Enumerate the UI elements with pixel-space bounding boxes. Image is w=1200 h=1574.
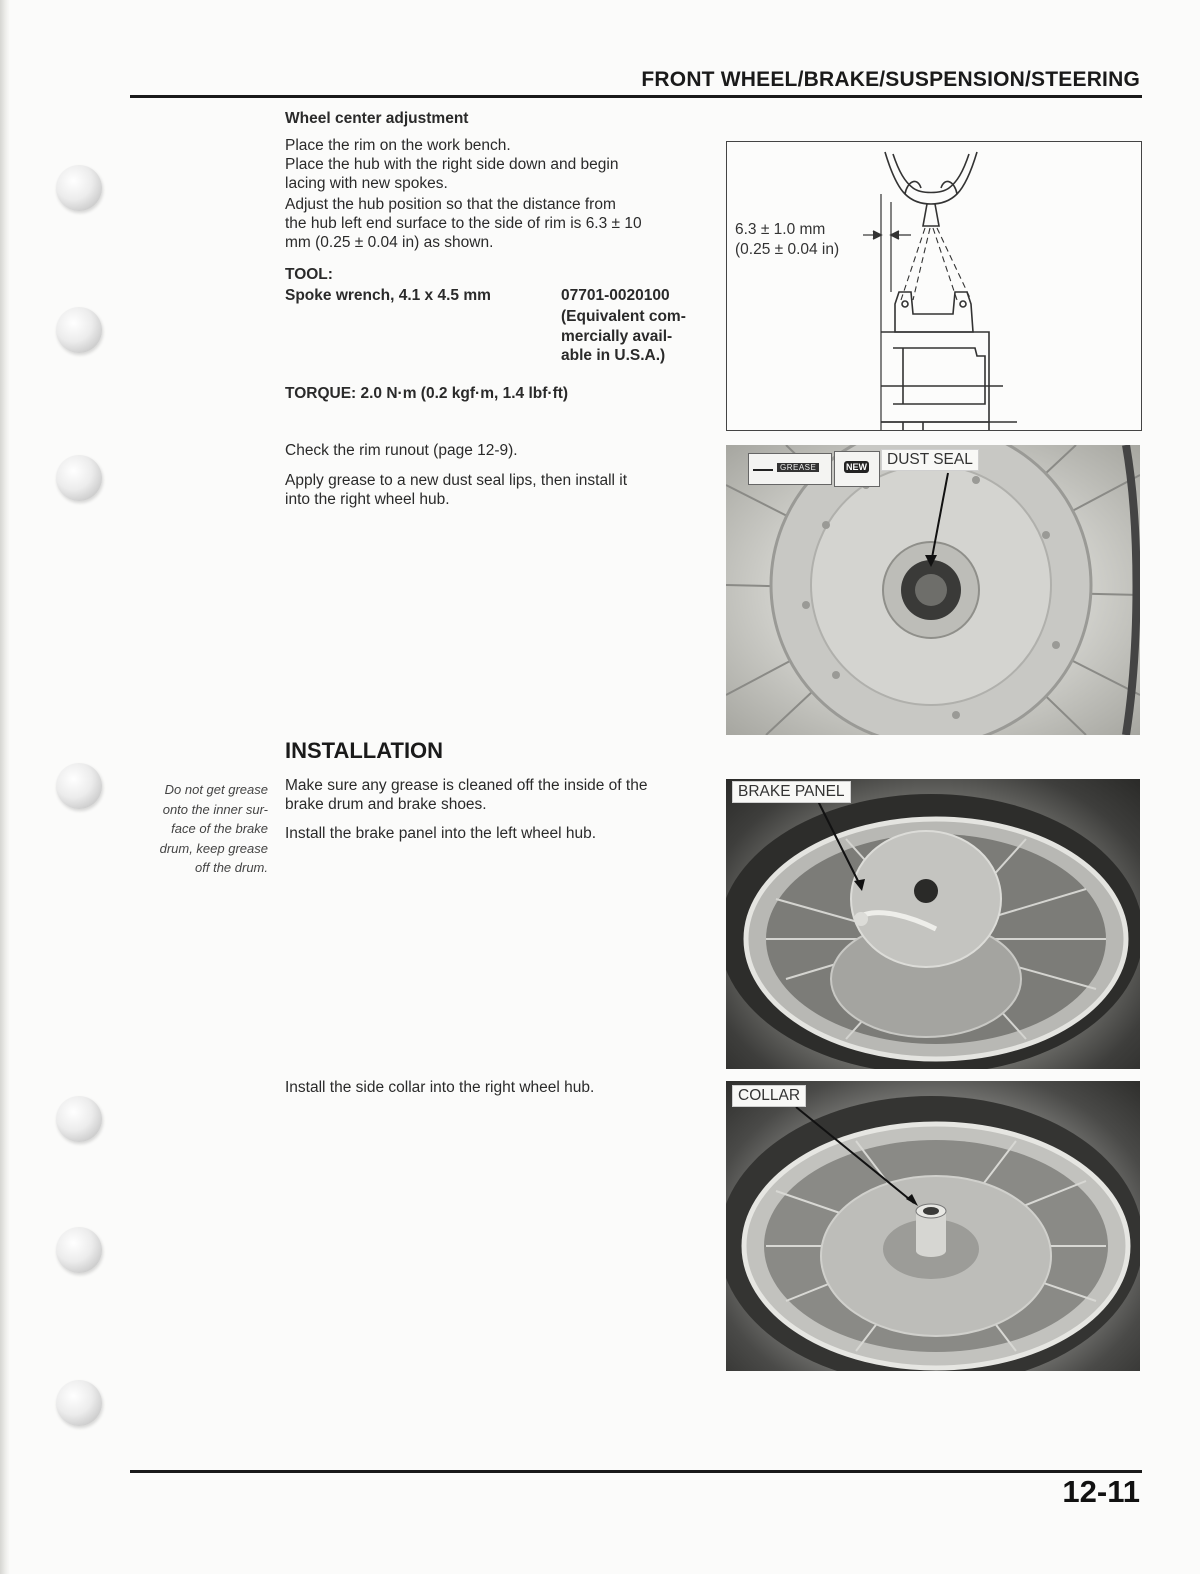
wheel-center-line: Adjust the hub position so that the distance from [285,196,616,213]
page-number: 12-11 [1062,1474,1140,1509]
installation-heading: INSTALLATION [285,738,444,763]
grease-icon-label: GREASE [777,463,819,472]
binder-hole [56,1380,102,1426]
installation-step: Install the brake panel into the left wheel hub. [285,825,597,842]
binder-hole [56,763,102,809]
dimension-value: 6.3 ± 1.0 mm [735,221,826,238]
tool-note-line: able in U.S.A.) [561,347,666,364]
rim-runout-step: Check the rim runout (page 12-9). [285,442,518,459]
wheel-center-line: lacing with new spokes. [285,175,448,192]
caution-line: drum, keep grease [159,840,268,856]
dust-seal-photo [726,445,1140,735]
brake-panel-photo [726,779,1140,1069]
page-edge [0,0,10,1574]
grease-caution-note [132,780,268,878]
tool-note-line: (Equivalent com- [561,308,686,325]
caution-line: onto the inner sur- [162,801,268,817]
hub-offset-diagram [726,141,1142,431]
new-part-icon [834,451,880,487]
binder-hole [56,165,102,211]
torque-spec: TORQUE: 2.0 N·m (0.2 kgf·m, 1.4 lbf·ft) [285,385,569,402]
installation-step: Make sure any grease is cleaned off the inside of the [285,777,648,794]
tool-number: 07701-0020100 [561,287,670,304]
wheel-center-line: the hub left end surface to the side of rim is 6.3 ± 10 [285,215,642,232]
caution-line: Do not get grease [164,782,268,797]
installation-step: brake drum and brake shoes. [285,796,487,813]
wheel-collar-illustration [726,1081,1140,1371]
tool-label: TOOL: [285,266,333,283]
collar-label: COLLAR [732,1085,806,1107]
brake-panel-label: BRAKE PANEL [732,781,851,803]
wheel-center-line: mm (0.25 ± 0.04 in) as shown. [285,234,494,251]
wheel-center-line: Place the rim on the work bench. [285,137,511,154]
binder-hole [56,1227,102,1273]
tool-note-line: mercially avail- [561,328,673,345]
page-title: FRONT WHEEL/BRAKE/SUSPENSION/STEERING [641,68,1140,91]
rim-hub-drawing [727,142,1141,430]
dust-seal-step: Apply grease to a new dust seal lips, then install it [285,472,628,489]
wheel-brake-illustration [726,779,1140,1069]
dust-seal-label: DUST SEAL [881,449,979,471]
new-part-icon-label: NEW [846,462,867,472]
binder-hole [56,455,102,501]
binder-hole [56,307,102,353]
header-divider [130,95,1142,98]
footer-divider [130,1470,1142,1473]
binder-hole [56,1096,102,1142]
tool-name: Spoke wrench, 4.1 x 4.5 mm [285,287,491,304]
wheel-hub-illustration [726,445,1140,735]
collar-photo [726,1081,1140,1371]
side-collar-step: Install the side collar into the right wheel hub. [285,1079,595,1096]
wheel-center-line: Place the hub with the right side down and begin [285,156,619,173]
caution-line: face of the brake [171,821,268,836]
caution-line: off the drum. [195,860,268,875]
dust-seal-step: into the right wheel hub. [285,491,450,508]
grease-icon [748,453,832,485]
wheel-center-heading: Wheel center adjustment [285,110,469,127]
dimension-value-imperial: (0.25 ± 0.04 in) [735,241,840,258]
